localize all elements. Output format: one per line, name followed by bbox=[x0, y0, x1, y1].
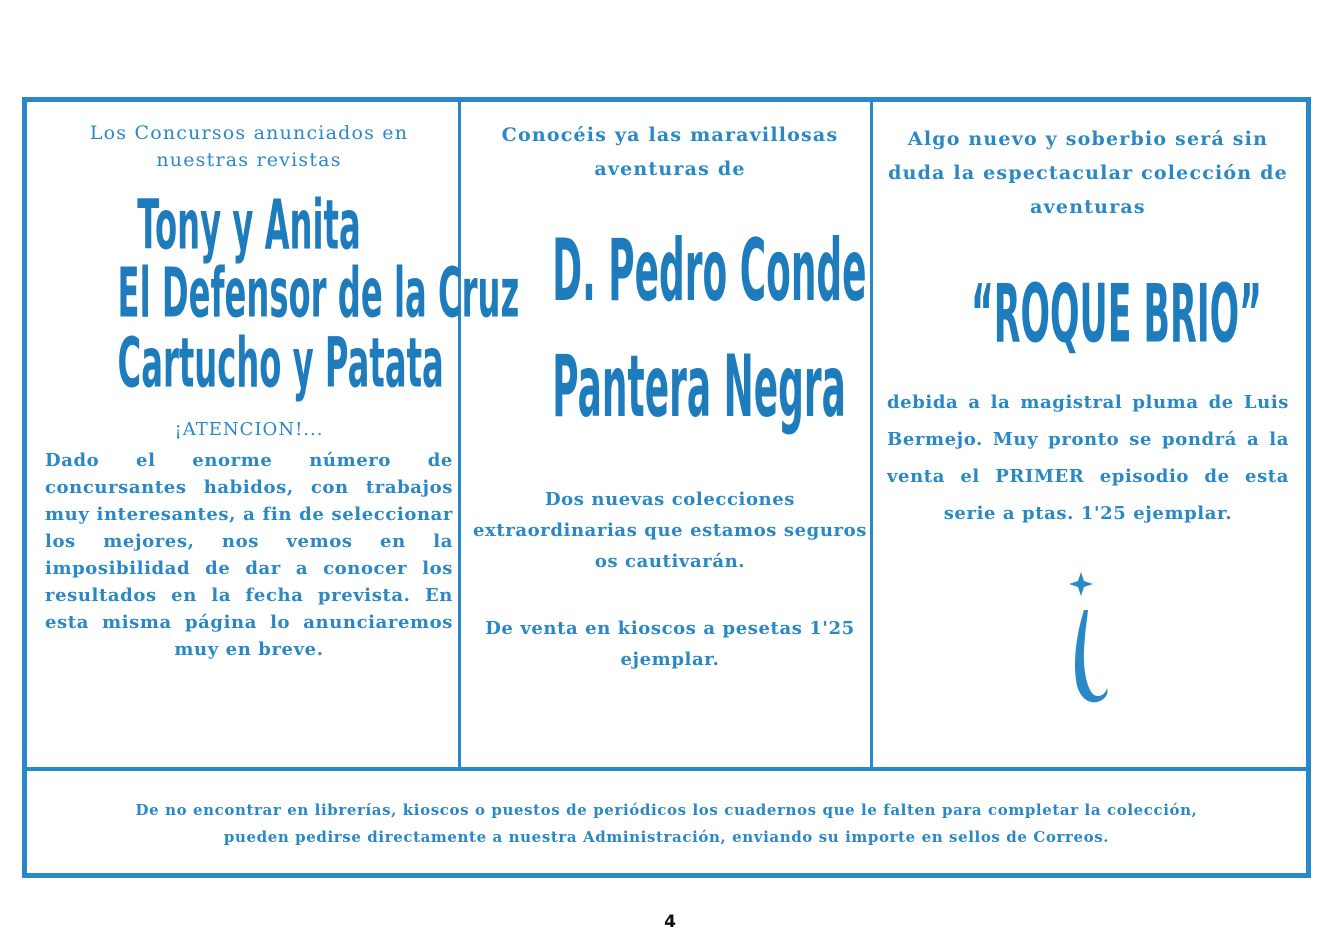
contests-intro: Los Concursos anunciados en nuestras revistas bbox=[89, 122, 409, 171]
title-roque-brio: “ROQUE BRIO” bbox=[970, 265, 1263, 361]
title-d-pedro-conde: D. Pedro Conde bbox=[552, 219, 867, 321]
footer-text: De no encontrar en librerías, kioscos o puestos de periódicos los cuadernos que le falten para completar la colección, pueden pedirse directamente a nuestra Administración, enviando su importe en sellos de Correos. bbox=[135, 800, 1198, 846]
price-info: De venta en kioscos a pesetas 1'25 ejemplar. bbox=[485, 618, 855, 670]
decorative-flourish-icon bbox=[1053, 570, 1123, 720]
collections-description: Dos nuevas colecciones extraordinarias que estamos seguros os cautivarán. bbox=[473, 489, 867, 572]
pedro-conde-intro: Conocéis ya las maravillosas aventuras de bbox=[501, 124, 839, 180]
roque-brio-panel bbox=[879, 108, 1297, 769]
contests-notice: Dado el enorme número de concursantes habidos, con trabajos muy interesantes, a fin de seleccionar los mejores, nos vemos en la imposibilidad de dar a conocer los resultados en la fecha prevista. En esta misma página lo anunciaremos muy en breve. bbox=[45, 450, 453, 660]
attention-heading: ¡ATENCION!... bbox=[174, 419, 324, 440]
contests-panel bbox=[37, 108, 520, 769]
title-el-defensor-de-la-cruz: El Defensor de la Cruz bbox=[117, 254, 520, 334]
roque-brio-intro: Algo nuevo y soberbio será sin duda la espectacular colección de aventuras bbox=[888, 128, 1288, 218]
roque-brio-description: debida a la magistral pluma de Luis Bermejo. Muy pronto se pondrá a la venta el PRIMER episodio de esta serie a ptas. 1'25 ejemplar. bbox=[887, 392, 1289, 524]
title-pantera-negra: Pantera Negra bbox=[552, 335, 846, 437]
page-number: 4 bbox=[664, 912, 676, 932]
footer-notice bbox=[27, 774, 1306, 873]
title-tony-y-anita: Tony y Anita bbox=[137, 186, 361, 266]
pedro-conde-panel bbox=[467, 108, 873, 769]
advertisement-frame bbox=[22, 97, 1311, 878]
title-cartucho-y-patata: Cartucho y Patata bbox=[117, 324, 444, 404]
